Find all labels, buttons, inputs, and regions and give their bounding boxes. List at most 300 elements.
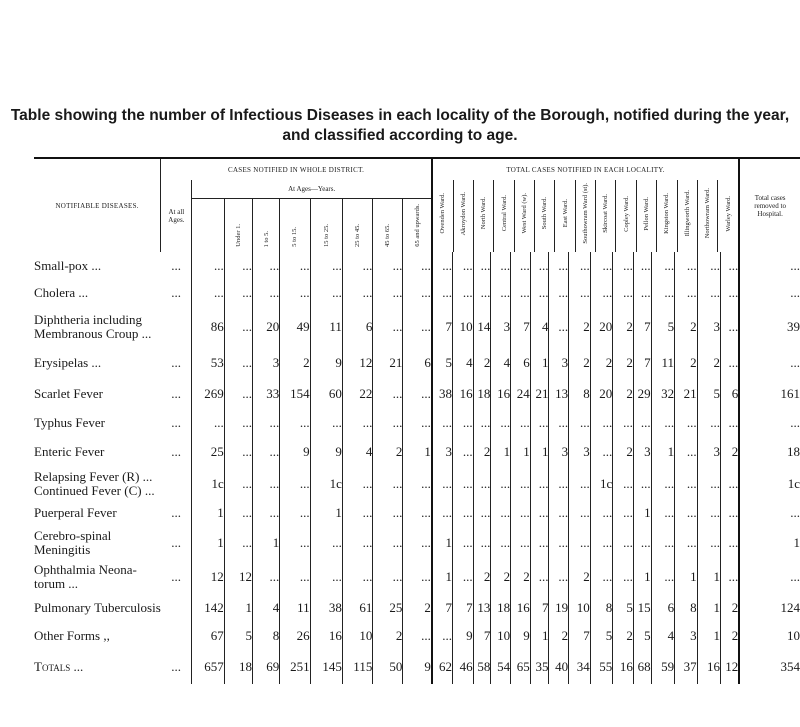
disease-label-line: Small-pox ...	[34, 258, 102, 273]
ward-header	[575, 180, 595, 252]
disease-label-line: Diphtheria including	[34, 312, 142, 327]
ward-value: 10	[453, 306, 474, 348]
age-band-header	[373, 198, 403, 252]
ward-value: 2	[613, 378, 634, 410]
age-value: ...	[252, 468, 279, 500]
ward-value: 55	[590, 650, 613, 684]
ward-value: 16	[511, 594, 531, 622]
ward-value: ...	[549, 526, 569, 560]
age-band-label: 1 to 5.	[262, 230, 270, 247]
age-value: ...	[310, 252, 342, 280]
disease-label-line: Pulmonary Tuberculosis	[34, 600, 161, 615]
whole-district-group-header: CASES NOTIFIED IN WHOLE DISTRICT.	[161, 158, 432, 180]
ward-label: Illingworth Ward.	[683, 190, 691, 237]
ward-value: ...	[721, 468, 740, 500]
ward-value: 59	[651, 650, 674, 684]
age-value: ...	[403, 410, 432, 436]
ward-value: ...	[549, 468, 569, 500]
disease-row	[34, 500, 800, 526]
ward-value: 7	[633, 348, 651, 378]
ward-value: 2	[613, 348, 634, 378]
age-value: ...	[280, 252, 310, 280]
ward-value: 13	[473, 594, 491, 622]
ward-value: 4	[491, 348, 511, 378]
lead-dots: ...	[161, 436, 192, 468]
disease-row	[34, 436, 800, 468]
ward-value: ...	[511, 500, 531, 526]
ward-header	[474, 180, 494, 252]
ward-value: 2	[675, 306, 698, 348]
age-value: 20	[252, 306, 279, 348]
ward-value: 3	[549, 348, 569, 378]
ward-value: 5	[432, 348, 453, 378]
ward-value: ...	[432, 252, 453, 280]
ward-value: 1	[530, 348, 549, 378]
ward-value: ...	[569, 468, 591, 500]
age-value: ...	[280, 410, 310, 436]
age-value: ...	[224, 410, 252, 436]
disease-row	[34, 526, 800, 560]
ward-value: ...	[590, 526, 613, 560]
ward-value: 6	[511, 348, 531, 378]
ward-value: 65	[511, 650, 531, 684]
ward-value: ...	[590, 280, 613, 306]
disease-label	[34, 622, 161, 650]
age-value: 2	[373, 622, 403, 650]
age-value: 25	[373, 594, 403, 622]
all-ages-value: 1	[192, 526, 224, 560]
ward-value: ...	[453, 252, 474, 280]
ward-label: North Ward.	[480, 197, 488, 230]
ward-header	[718, 180, 739, 252]
disease-label-line: Puerperal Fever	[34, 505, 117, 520]
ward-value: 2	[697, 348, 720, 378]
age-value: 154	[280, 378, 310, 410]
ward-value: 1	[633, 500, 651, 526]
ward-value: 7	[432, 594, 453, 622]
ward-value: 2	[473, 348, 491, 378]
removed-value: 161	[780, 386, 800, 401]
ward-label: Pellon Ward.	[643, 196, 650, 231]
age-value: 1c	[310, 468, 342, 500]
ward-value: ...	[569, 410, 591, 436]
ward-value: 3	[675, 622, 698, 650]
ward-value: 1	[530, 622, 549, 650]
disease-label-line: Ophthalmia Neona-	[34, 562, 137, 577]
ward-label: South Ward.	[541, 197, 549, 230]
title-line-2: and classified according to age.	[282, 127, 518, 144]
title-line-1: Table showing the number of Infectious Diseases in each locality of the Borough, notified during the year,	[10, 107, 790, 124]
age-value: 1	[310, 500, 342, 526]
ward-value: ...	[549, 560, 569, 594]
ward-value: 3	[432, 436, 453, 468]
totals-row	[34, 650, 800, 684]
ward-value: 1	[511, 436, 531, 468]
ward-value: 7	[511, 306, 531, 348]
age-value: ...	[373, 410, 403, 436]
ward-value: 16	[491, 378, 511, 410]
ward-header	[535, 180, 555, 252]
all-ages-value: 142	[192, 594, 224, 622]
disease-label-line: Cholera ...	[34, 285, 89, 300]
ward-value: 1	[633, 560, 651, 594]
age-value: 4	[342, 436, 372, 468]
ward-value: 5	[651, 306, 674, 348]
age-value: ...	[224, 436, 252, 468]
all-ages-value: ...	[192, 252, 224, 280]
ward-value: ...	[675, 436, 698, 468]
ward-value: ...	[491, 252, 511, 280]
disease-label-line: Cerebro-spinal	[34, 528, 112, 543]
ward-value: 6	[651, 594, 674, 622]
ward-label: Central Ward.	[500, 195, 508, 232]
ward-label: Copley Ward.	[622, 195, 630, 232]
each-locality-group-header: TOTAL CASES NOTIFIED IN EACH LOCALITY.	[432, 158, 739, 180]
age-value: ...	[403, 526, 432, 560]
age-value: ...	[280, 468, 310, 500]
table-title	[0, 106, 800, 146]
ward-value: ...	[633, 252, 651, 280]
disease-label	[34, 500, 161, 526]
ward-value: 10	[569, 594, 591, 622]
ward-value: ...	[432, 622, 453, 650]
ward-value: 2	[473, 560, 491, 594]
ward-header	[616, 180, 636, 252]
age-value: ...	[252, 252, 279, 280]
removed-to-hospital-header: Total cases removed to Hospital.	[739, 158, 800, 252]
all-ages-value: 67	[192, 622, 224, 650]
ward-value: 10	[491, 622, 511, 650]
age-value: ...	[342, 560, 372, 594]
removed-value: 18	[787, 444, 800, 459]
ward-value: ...	[432, 468, 453, 500]
age-value: ...	[403, 306, 432, 348]
ward-value: 4	[453, 348, 474, 378]
disease-label	[34, 468, 161, 500]
ward-value: 2	[569, 560, 591, 594]
disease-label-line: Other Forms ,,	[34, 628, 110, 643]
ward-header	[677, 180, 697, 252]
ward-value: 2	[569, 306, 591, 348]
ward-value: ...	[549, 252, 569, 280]
ward-value: 13	[549, 378, 569, 410]
age-value: ...	[224, 526, 252, 560]
disease-label	[34, 252, 161, 280]
age-value: 18	[224, 650, 252, 684]
ward-value: 7	[569, 622, 591, 650]
ward-value: ...	[530, 410, 549, 436]
ward-value: 16	[453, 378, 474, 410]
lead-dots: ...	[161, 410, 192, 436]
age-value: ...	[342, 526, 372, 560]
age-value: ...	[403, 468, 432, 500]
age-value: ...	[403, 252, 432, 280]
disease-label-line: Membranous Croup ...	[34, 326, 152, 341]
removed-value: 124	[780, 600, 800, 615]
ward-value: 6	[721, 378, 740, 410]
diseases-column-header: NOTIFIABLE DISEASES.	[34, 158, 161, 252]
age-value: 12	[342, 348, 372, 378]
ward-value: 5	[613, 594, 634, 622]
age-value: 1	[403, 436, 432, 468]
age-value: 1	[252, 526, 279, 560]
ward-value: ...	[633, 410, 651, 436]
age-value: 10	[342, 622, 372, 650]
disease-row	[34, 410, 800, 436]
ward-value: ...	[697, 500, 720, 526]
ward-value: 5	[633, 622, 651, 650]
ward-value: ...	[697, 526, 720, 560]
ward-value: ...	[651, 280, 674, 306]
ward-header	[514, 180, 534, 252]
ward-value: ...	[473, 526, 491, 560]
ward-value: ...	[549, 500, 569, 526]
ward-value: 7	[633, 306, 651, 348]
all-ages-value: 53	[192, 348, 224, 378]
ward-value: ...	[511, 526, 531, 560]
age-value: 9	[280, 436, 310, 468]
ward-value: ...	[590, 500, 613, 526]
age-value: ...	[342, 468, 372, 500]
ward-value: 32	[651, 378, 674, 410]
age-value: ...	[224, 280, 252, 306]
ward-value: 5	[697, 378, 720, 410]
age-value: 9	[403, 650, 432, 684]
ward-value: 2	[569, 348, 591, 378]
ward-value: ...	[651, 526, 674, 560]
lead-dots: ...	[161, 500, 192, 526]
ward-value: ...	[613, 560, 634, 594]
age-value: ...	[224, 378, 252, 410]
ward-value: 24	[511, 378, 531, 410]
all-ages-value: ...	[192, 410, 224, 436]
age-value: ...	[310, 280, 342, 306]
ward-value: ...	[675, 500, 698, 526]
ward-value: ...	[613, 252, 634, 280]
ward-label: Southowram Ward (st).	[581, 183, 589, 244]
age-value: 9	[310, 348, 342, 378]
age-value: 5	[224, 622, 252, 650]
disease-label	[34, 378, 161, 410]
age-value: ...	[310, 526, 342, 560]
age-band-label: 25 to 45.	[354, 224, 362, 247]
ward-value: 54	[491, 650, 511, 684]
age-value: 38	[310, 594, 342, 622]
ward-value: ...	[432, 500, 453, 526]
all-ages-value: ...	[192, 280, 224, 306]
removed-value: ...	[790, 569, 800, 584]
disease-label	[34, 650, 161, 684]
ward-value: ...	[453, 280, 474, 306]
ward-value: 3	[549, 436, 569, 468]
removed-value: ...	[790, 505, 800, 520]
ward-value: ...	[697, 252, 720, 280]
age-value: 6	[403, 348, 432, 378]
ward-value: 2	[590, 348, 613, 378]
ward-value: ...	[633, 468, 651, 500]
disease-label-line: Enteric Fever	[34, 444, 105, 459]
ward-value: 1	[530, 436, 549, 468]
disease-row	[34, 252, 800, 280]
disease-label	[34, 436, 161, 468]
age-band-header	[280, 198, 310, 252]
ward-value: 2	[613, 306, 634, 348]
disease-label	[34, 280, 161, 306]
age-value: ...	[224, 306, 252, 348]
infectious-diseases-table	[34, 157, 800, 684]
ward-value: ...	[491, 500, 511, 526]
age-value: 49	[280, 306, 310, 348]
ward-label: Skircoat Ward.	[602, 194, 610, 233]
ward-value: 35	[530, 650, 549, 684]
ward-value: ...	[651, 560, 674, 594]
disease-label	[34, 410, 161, 436]
ward-value: ...	[473, 410, 491, 436]
disease-row	[34, 348, 800, 378]
ward-value: 46	[453, 650, 474, 684]
age-value: 61	[342, 594, 372, 622]
ward-value: ...	[432, 280, 453, 306]
ward-value: 8	[675, 594, 698, 622]
age-value: ...	[280, 280, 310, 306]
ward-value: 2	[613, 622, 634, 650]
ward-value: ...	[491, 526, 511, 560]
ward-value: ...	[613, 526, 634, 560]
ward-label: Warley Ward.	[724, 195, 732, 232]
lead-dots	[161, 306, 192, 348]
age-band-label: 65 and upwards.	[413, 204, 421, 247]
ward-value: ...	[590, 560, 613, 594]
removed-value: 39	[787, 319, 800, 334]
ward-value: ...	[651, 468, 674, 500]
all-ages-value: 1	[192, 500, 224, 526]
disease-label	[34, 594, 161, 622]
all-ages-value: 269	[192, 378, 224, 410]
ward-value: 9	[511, 622, 531, 650]
disease-label-line: Continued Fever (C) ...	[34, 483, 155, 498]
age-band-header	[252, 198, 279, 252]
lead-dots: ...	[161, 560, 192, 594]
ward-value: 38	[432, 378, 453, 410]
ward-value: ...	[473, 252, 491, 280]
lead-dots: ...	[161, 252, 192, 280]
ward-label: West Ward (w).	[520, 193, 528, 234]
disease-label	[34, 348, 161, 378]
ward-header	[433, 180, 453, 252]
age-band-label: Under 1.	[234, 224, 242, 247]
age-value: ...	[373, 306, 403, 348]
removed-value: ...	[790, 355, 800, 370]
ward-value: ...	[453, 500, 474, 526]
ward-value: ...	[675, 410, 698, 436]
ward-value: 2	[473, 436, 491, 468]
removed-value: 1c	[787, 476, 800, 491]
age-value: 4	[252, 594, 279, 622]
age-value: 60	[310, 378, 342, 410]
ward-value: 1	[491, 436, 511, 468]
ward-value: ...	[613, 280, 634, 306]
age-value: ...	[342, 280, 372, 306]
ward-value: ...	[530, 526, 549, 560]
age-band-label: 5 to 15.	[291, 227, 299, 247]
all-ages-value: 12	[192, 560, 224, 594]
ward-value: 19	[549, 594, 569, 622]
ward-value: ...	[613, 410, 634, 436]
disease-row	[34, 594, 800, 622]
age-value: 12	[224, 560, 252, 594]
disease-label-line: Scarlet Fever	[34, 386, 103, 401]
ward-header	[453, 180, 473, 252]
ward-label: Northowram Ward.	[704, 188, 712, 239]
age-value: ...	[373, 560, 403, 594]
ward-value: 14	[473, 306, 491, 348]
lead-dots: ...	[161, 378, 192, 410]
ward-value: ...	[675, 252, 698, 280]
age-value: 6	[342, 306, 372, 348]
disease-row	[34, 622, 800, 650]
all-ages-value: 25	[192, 436, 224, 468]
ward-value: ...	[569, 280, 591, 306]
ward-value: 2	[549, 622, 569, 650]
ward-value: 3	[697, 436, 720, 468]
ward-value: 40	[549, 650, 569, 684]
ward-value: 62	[432, 650, 453, 684]
ward-value: 1	[697, 594, 720, 622]
disease-label-line: Relapsing Fever (R) ...	[34, 469, 153, 484]
ward-value: ...	[530, 280, 549, 306]
ward-value: 1	[697, 560, 720, 594]
ward-value: ...	[675, 526, 698, 560]
ward-value: ...	[549, 306, 569, 348]
ward-value: 12	[721, 650, 740, 684]
lead-dots	[161, 622, 192, 650]
disease-label-line: Erysipelas ...	[34, 355, 102, 370]
age-value: 145	[310, 650, 342, 684]
ward-value: 3	[569, 436, 591, 468]
ward-value: ...	[613, 468, 634, 500]
age-value: 50	[373, 650, 403, 684]
lead-dots: ...	[161, 280, 192, 306]
lead-dots: ...	[161, 526, 192, 560]
age-value: 251	[280, 650, 310, 684]
ward-value: ...	[453, 468, 474, 500]
ward-value: ...	[453, 560, 474, 594]
all-ages-value: 86	[192, 306, 224, 348]
ward-value: ...	[633, 526, 651, 560]
ward-headers	[432, 180, 739, 252]
ward-value: 1c	[590, 468, 613, 500]
ward-value: 21	[530, 378, 549, 410]
ward-value: ...	[721, 348, 740, 378]
ward-label: Kingston Ward.	[663, 193, 671, 234]
ward-header	[697, 180, 717, 252]
age-band-label: 45 to 65.	[384, 224, 392, 247]
ward-value: 7	[473, 622, 491, 650]
ward-value: 11	[651, 348, 674, 378]
ward-value: 8	[569, 378, 591, 410]
at-all-ages-header: At all Ages.	[161, 180, 192, 252]
ward-value: ...	[651, 500, 674, 526]
age-value: ...	[373, 468, 403, 500]
age-band-header	[310, 198, 342, 252]
age-value: ...	[373, 500, 403, 526]
disease-label-line: torum ...	[34, 576, 79, 591]
disease-row	[34, 306, 800, 348]
ward-value: ...	[675, 280, 698, 306]
removed-value: ...	[790, 415, 800, 430]
age-band-label: 15 to 25.	[322, 224, 330, 247]
ward-value: ...	[697, 468, 720, 500]
